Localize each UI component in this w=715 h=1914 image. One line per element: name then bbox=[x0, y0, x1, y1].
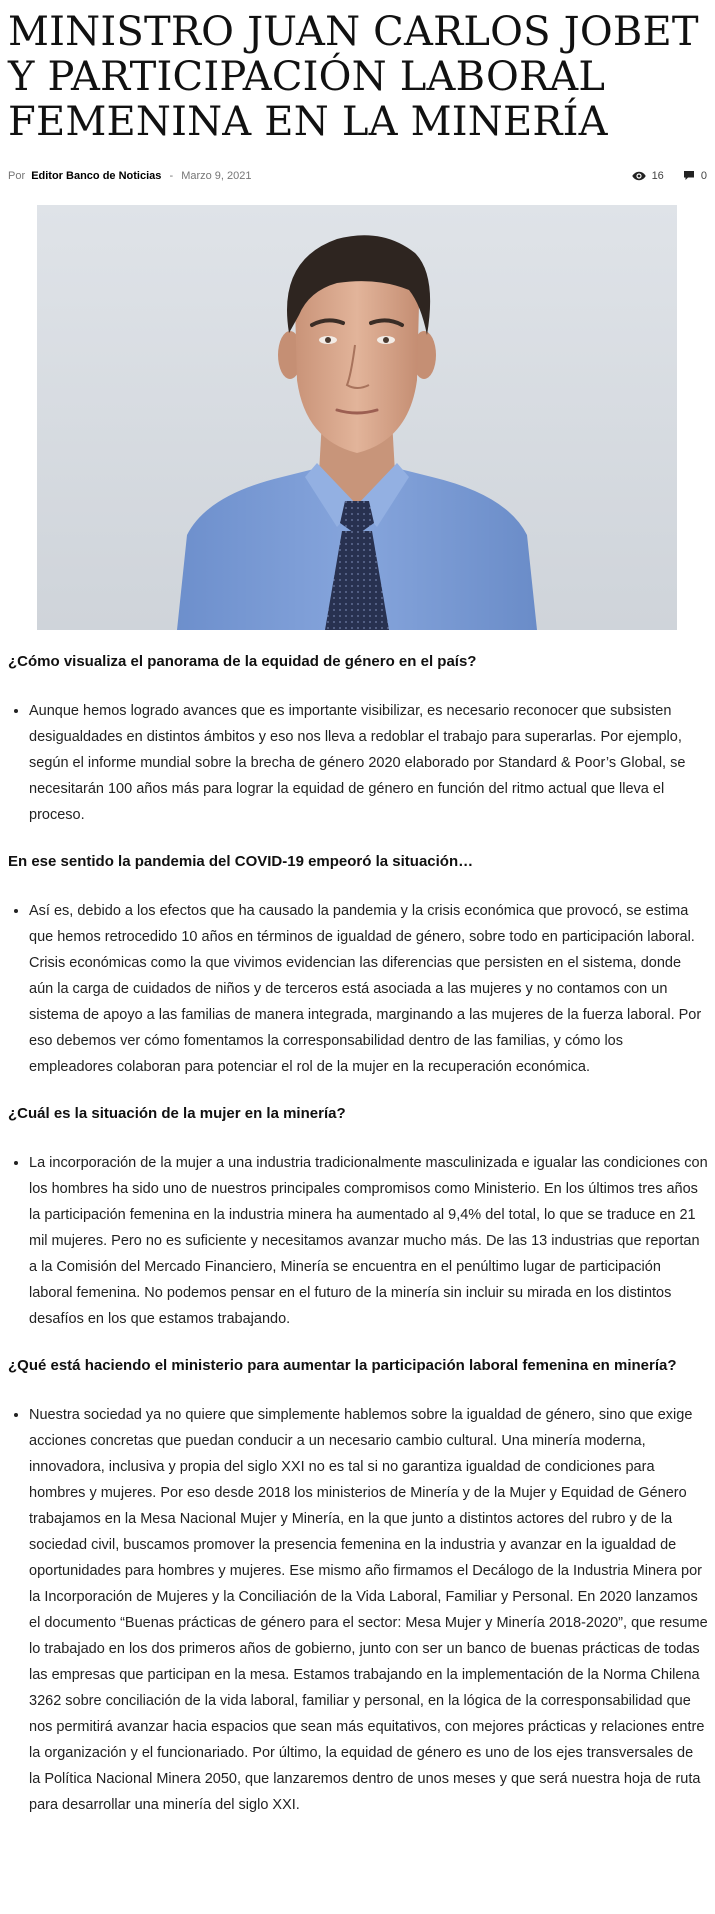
portrait-image bbox=[37, 205, 677, 630]
publish-date: Marzo 9, 2021 bbox=[181, 170, 252, 182]
answer-paragraph: • Aunque hemos logrado avances que es importante visibilizar, es necesario reconocer que subsisten desigualdades en distintos ámbitos y eso nos lleva a redoblar el trabajo para superarlas. Por ejemplo, según el informe mundial sobre la brecha de género 2020 elaborado por Standard & Poor’s Global, se necesitarán 100 años más para lograr la equidad de género en función del ritmo actual que lleva el proceso. bbox=[29, 698, 708, 828]
qa-section-4 bbox=[8, 1354, 708, 1818]
answer-list bbox=[8, 898, 708, 1080]
article-meta bbox=[8, 166, 707, 186]
answer-list bbox=[8, 698, 708, 828]
meta-separator: - bbox=[169, 170, 174, 182]
views-count: 16 bbox=[651, 170, 664, 182]
views-stat bbox=[632, 166, 664, 186]
comments-count: 0 bbox=[700, 170, 707, 182]
question-heading: En ese sentido la pandemia del COVID-19 empeoró la situación… bbox=[8, 853, 474, 870]
by-label: Por bbox=[8, 170, 26, 182]
article-photo bbox=[37, 205, 677, 630]
answer-list bbox=[8, 1150, 708, 1332]
article-body bbox=[8, 650, 708, 1840]
qa-section-3 bbox=[8, 1102, 708, 1332]
question-heading: ¿Cuál es la situación de la mujer en la minería? bbox=[8, 1105, 346, 1122]
article-title: MINISTRO JUAN CARLOS JOBET Y PARTICIPACIÓN LABORAL FEMENINA EN LA MINERÍA bbox=[8, 9, 699, 145]
qa-section-1 bbox=[8, 650, 708, 828]
question-heading: ¿Qué está haciendo el ministerio para aumentar la participación laboral femenina en minería? bbox=[8, 1357, 677, 1374]
comment-icon bbox=[683, 170, 695, 181]
qa-section-2 bbox=[8, 850, 708, 1080]
eye-icon bbox=[632, 171, 646, 181]
article-stats bbox=[616, 166, 707, 186]
answer-paragraph: • Nuestra sociedad ya no quiere que simplemente hablemos sobre la igualdad de género, sino que exige acciones concretas que puedan conducir a un necesario cambio cultural. Una minería moderna, innovadora, inclusiva y propia del siglo XXI no es tal si no garantiza igualdad de condiciones para hombres y mujeres. Por eso desde 2018 los ministerios de Minería y de la Mujer y Equidad de Género trabajamos en la Mesa Nacional Mujer y Minería, en la que junto a distintos actores del rubro y de la sociedad civil, buscamos promover la presencia femenina en la industria y avanzar en la igualdad de oportunidades para hombres y mujeres. Ese mismo año firmamos el Decálogo de la Industria Minera por la Incorporación de Mujeres y la Conciliación de la Vida Laboral, Familiar y Personal. En 2020 lanzamos el documento “Buenas prácticas de género para el sector: Mesa Mujer y Minería 2018-2020”, que resume lo trabajado en los dos primeros años de gobierno, junto con ser un banco de buenas prácticas de todas las empresas que participan en la mesa. Estamos trabajando en la implementación de la Norma Chilena 3262 sobre conciliación de la vida laboral, familiar y personal, en la lógica de la corresponsabilidad que nos permitirá avanzar hacia espacios que sean más equitativos, con mejores prácticas y relaciones entre la organización y el funcionariado. Por último, la equidad de género es uno de los ejes transversales de la Política Nacional Minera 2050, que lanzaremos dentro de unos meses y que será nuestra hoja de ruta para desarrollar una minería del siglo XXI. bbox=[29, 1402, 708, 1818]
answer-list bbox=[8, 1402, 708, 1818]
author-link[interactable]: Editor Banco de Noticias bbox=[31, 170, 162, 182]
question-heading: ¿Cómo visualiza el panorama de la equidad de género en el país? bbox=[8, 653, 477, 670]
answer-paragraph: • La incorporación de la mujer a una industria tradicionalmente masculinizada e igualar las condiciones con los hombres ha sido uno de nuestros principales compromisos como Ministerio. En los últimos tres años la participación femenina en la industria minera ha aumentado al 9,4% del total, lo que se traduce en 21 mil mujeres. Pero no es suficiente y necesitamos avanzar mucho más. De las 13 industrias que reportan a la Comisión del Mercado Financiero, Minería se encuentra en el penúltimo lugar de participación laboral femenina. No podemos pensar en el futuro de la minería sin incluir su mirada en los distintos desafíos en los que estamos trabajando. bbox=[29, 1150, 708, 1332]
comments-stat[interactable] bbox=[683, 166, 707, 186]
answer-paragraph: • Así es, debido a los efectos que ha causado la pandemia y la crisis económica que provocó, se estima que hemos retrocedido 10 años en términos de igualdad de género, sobre todo en participación laboral. Crisis económicas como la que vivimos evidencian las diferencias que persisten en el sistema, donde aún la carga de cuidados de niños y de terceros está asociada a las mujeres y no contamos con un sistema de apoyo a las familias de manera integrada, marginando a las mujeres de la fuerza laboral. Por eso debemos ver cómo fomentamos la corresponsabilidad dentro de las familias, y cómo los empleadores colaboran para potenciar el rol de la mujer en la recuperación económica. bbox=[29, 898, 708, 1080]
